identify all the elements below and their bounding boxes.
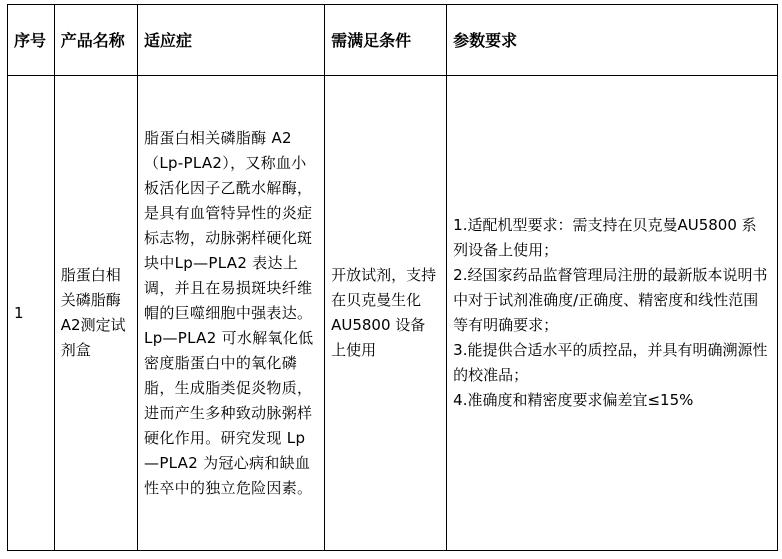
header-seq: 序号 [8,5,55,76]
cell-indication: 脂蛋白相关磷脂酶 A2（Lp-PLA2），又称血小板活化因子乙酰水解酶，是具有血管特异性的炎症标志物，动脉粥样硬化斑块中Lp—PLA2 表达上调，并且在易损斑块纤维帽的巨噬细胞中强表达。Lp—PLA2 可水解氧化低密度脂蛋白中的氧化磷脂，生成脂类促炎物质，进而产生多种致动脉粥样硬化作用。研究发现 Lp—PLA2 为冠心病和缺血性卒中的独立危险因素。 [138,76,325,551]
cell-seq: 1 [8,76,55,551]
param-item-3: 3.能提供合适水平的质控品，并具有明确溯源性的校准品； [453,341,768,384]
param-item-4: 4.准确度和精密度要求偏差宜≤15% [453,391,694,409]
header-indication: 适应症 [138,5,325,76]
cell-params [447,76,778,551]
cell-conditions: 开放试剂，支持在贝克曼生化 AU5800 设备上使用 [325,76,447,551]
header-product-name: 产品名称 [54,5,137,76]
param-item-1: 1.适配机型要求：需支持在贝克曼AU5800 系列设备上使用； [453,216,757,259]
header-params: 参数要求 [447,5,778,76]
header-conditions: 需满足条件 [325,5,447,76]
requirements-table [7,4,778,551]
table-row [8,76,778,551]
cell-product-name: 脂蛋白相关磷脂酶A2测定试剂盒 [54,76,137,551]
param-item-2: 2.经国家药品监督管理局注册的最新版本说明书中对于试剂准确度/正确度、精密度和线性范围等有明确要求； [453,266,768,334]
header-row [8,5,778,76]
